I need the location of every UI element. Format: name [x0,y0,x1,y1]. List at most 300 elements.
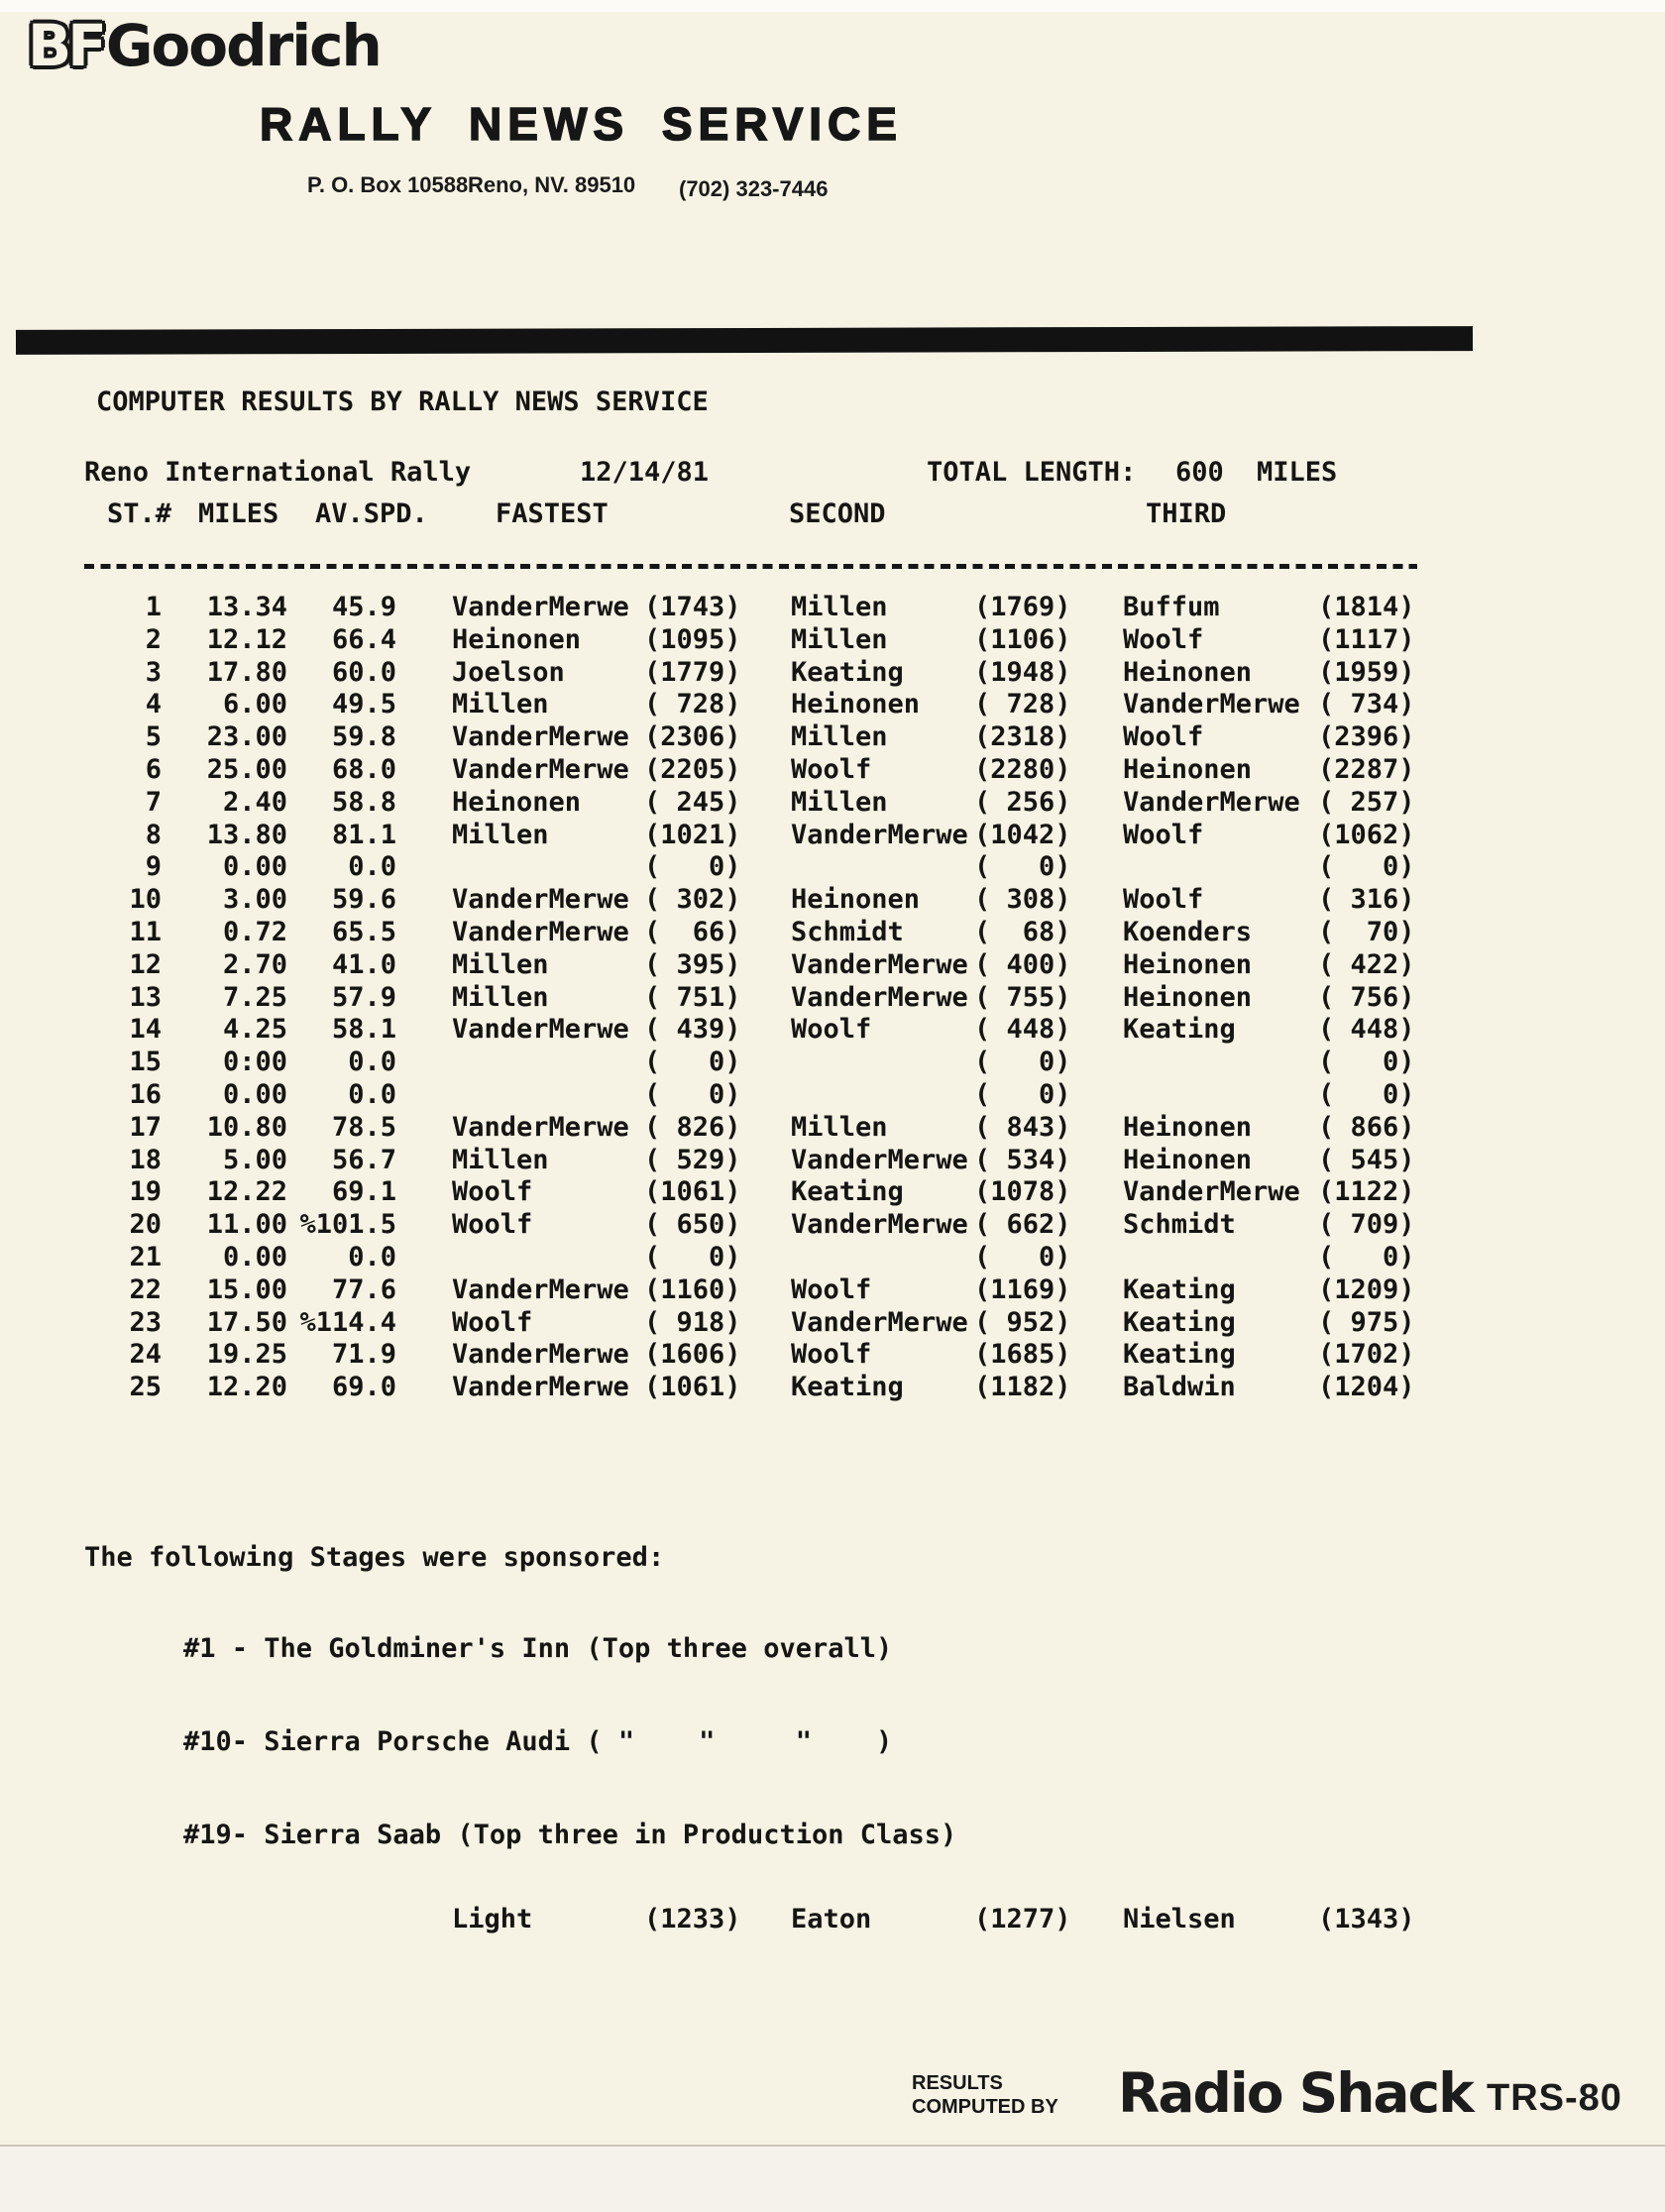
close-paren: ) [724,786,741,818]
time-value: 1685 [990,1339,1055,1371]
fastest-time [644,1273,741,1306]
close-paren: ) [1054,981,1071,1013]
production-time [644,1903,741,1936]
result-row [0,623,1665,656]
close-paren: ) [1054,721,1071,753]
fastest-name: Millen [452,948,549,980]
result-row [0,981,1665,1014]
third-time [1318,1338,1415,1371]
open-paren: ( [644,819,661,850]
open-paren: ( [1318,1047,1335,1078]
time-value: 1062 [1334,819,1399,850]
third-time [1318,688,1415,720]
time-value: 0 [1039,1078,1055,1110]
result-row [0,656,1665,689]
avg-speed: 58.8 [331,786,396,818]
stage-miles: 3.00 [222,884,287,916]
close-paren: ) [1398,689,1415,720]
close-paren: ) [724,851,741,883]
second-time [974,1338,1071,1371]
close-paren: ) [1398,916,1415,947]
time-value: 1042 [990,819,1055,850]
total-length-value: 600 [1175,457,1224,488]
open-paren: ( [974,721,991,753]
result-row [0,688,1665,720]
time-value: 0 [1383,851,1399,883]
stage-number: 13 [129,981,162,1013]
third-name: Keating [1123,1273,1236,1305]
fastest-name: Woolf [452,1209,533,1241]
stage-miles: 12.22 [206,1176,287,1208]
open-paren: ( [644,851,661,883]
second-time [974,1208,1071,1241]
close-paren: ) [1398,753,1415,785]
second-time [974,1013,1071,1046]
third-time [1318,1144,1415,1176]
second-name: VanderMerwe [791,948,968,980]
avg-speed: 45.9 [331,592,396,622]
stage-miles: 13.80 [206,819,287,850]
open-paren: ( [974,916,991,947]
third-name: Keating [1123,1306,1236,1338]
time-value: 975 [1350,1306,1399,1338]
open-paren: ( [644,1209,661,1241]
time-value: 1160 [660,1273,725,1305]
close-paren: ) [1398,1144,1415,1175]
column-header-2: AV.SPD. [315,498,428,529]
divider-bar [16,326,1473,355]
open-paren: ( [974,1372,991,1403]
close-paren: ) [1398,1241,1415,1272]
close-paren: ) [1398,1904,1415,1935]
close-paren: ) [1054,916,1071,947]
stage-number: 24 [129,1339,162,1371]
third-name: Schmidt [1123,1209,1236,1241]
computed-by-label [912,2071,1058,2119]
fastest-time [644,688,741,720]
time-value: 728 [676,689,725,720]
second-time [974,688,1071,720]
close-paren: ) [1054,1176,1071,1208]
second-time [974,1241,1071,1273]
stage-miles: 7.25 [222,981,287,1013]
open-paren: ( [1318,1111,1335,1143]
close-paren: ) [1054,851,1071,883]
result-row [0,1013,1665,1046]
open-paren: ( [644,948,661,980]
open-paren: ( [644,786,661,818]
open-paren: ( [974,1144,991,1175]
second-time [974,981,1071,1014]
third-time [1318,1273,1415,1306]
open-paren: ( [644,1176,661,1208]
close-paren: ) [724,916,741,947]
time-value: 728 [1006,689,1055,720]
stage-miles: 19.25 [206,1339,287,1371]
time-value: 245 [676,786,725,818]
stage-miles: 2.40 [222,786,287,818]
open-paren: ( [1318,1078,1335,1110]
open-paren: ( [1318,1372,1335,1403]
stage-number: 25 [129,1372,162,1403]
close-paren: ) [724,884,741,916]
fastest-time [644,916,741,948]
second-time [974,786,1071,819]
open-paren: ( [1318,981,1335,1013]
result-row [0,1111,1665,1144]
second-time [974,948,1071,981]
stage-number: 4 [145,689,162,720]
second-time [974,1046,1071,1078]
third-time [1318,981,1415,1014]
fastest-name: Heinonen [452,786,582,818]
total-length-label: TOTAL LENGTH: [927,457,1137,488]
fastest-time [644,819,741,851]
fastest-name: Millen [452,1144,549,1175]
close-paren: ) [1398,1372,1415,1403]
open-paren: ( [974,1209,991,1241]
close-paren: ) [1054,592,1071,622]
open-paren: ( [644,1014,661,1046]
time-value: 422 [1350,948,1399,980]
close-paren: ) [724,1273,741,1305]
avg-speed: 69.0 [331,1372,396,1403]
close-paren: ) [1398,851,1415,883]
time-value: 1779 [660,656,725,688]
avg-speed: 59.8 [331,721,396,753]
stage-miles: 2.70 [222,948,287,980]
avg-speed: 0.0 [348,1078,396,1110]
fastest-time [644,1241,741,1273]
open-paren: ( [974,851,991,883]
time-value: 1343 [1334,1904,1399,1935]
time-value: 0 [1039,1047,1055,1078]
time-value: 1078 [990,1176,1055,1208]
close-paren: ) [1054,786,1071,818]
fastest-time [644,981,741,1014]
stage-miles: 0.00 [222,1241,287,1272]
open-paren: ( [1318,1176,1335,1208]
close-paren: ) [1054,1372,1071,1403]
close-paren: ) [1398,721,1415,753]
header-separator [84,564,1417,569]
scan-edge-top [0,0,1665,12]
stage-number: 3 [145,656,162,688]
close-paren: ) [724,1176,741,1208]
time-value: 1743 [660,592,725,622]
time-value: 1702 [1334,1339,1399,1371]
close-paren: ) [724,721,741,753]
time-value: 1606 [660,1339,725,1371]
second-time [974,1078,1071,1111]
third-time [1318,1241,1415,1273]
open-paren: ( [1318,656,1335,688]
time-value: 2306 [660,721,725,753]
third-time [1318,948,1415,981]
fastest-time [644,1338,741,1371]
time-value: 1021 [660,819,725,850]
open-paren: ( [644,1047,661,1078]
open-paren: ( [644,753,661,785]
time-value: 1095 [660,623,725,655]
fastest-time [644,1013,741,1046]
close-paren: ) [1398,592,1415,622]
fastest-name: Joelson [452,656,565,688]
time-value: 1061 [660,1176,725,1208]
stage-number: 23 [129,1306,162,1338]
fastest-name: VanderMerwe [452,1111,629,1143]
close-paren: ) [1398,656,1415,688]
fastest-time [644,656,741,689]
close-paren: ) [724,1241,741,1272]
result-row [0,1273,1665,1306]
open-paren: ( [644,1241,661,1272]
time-value: 866 [1350,1111,1399,1143]
open-paren: ( [974,1339,991,1371]
second-name: Schmidt [791,916,904,947]
open-paren: ( [644,689,661,720]
results-table-header [0,498,1665,531]
time-value: 0 [1383,1078,1399,1110]
open-paren: ( [1318,753,1335,785]
fastest-name: VanderMerwe [452,884,629,916]
result-row [0,591,1665,623]
open-paren: ( [1318,623,1335,655]
third-time [1318,786,1415,819]
production-name: Light [452,1904,533,1935]
avg-speed: 78.5 [331,1111,396,1143]
time-value: 2396 [1334,721,1399,753]
second-time [974,1144,1071,1176]
stage-miles: 0.00 [222,1078,287,1110]
time-value: 448 [1006,1014,1055,1046]
third-name: Woolf [1123,884,1204,916]
open-paren: ( [974,819,991,850]
open-paren: ( [1318,1014,1335,1046]
time-value: 0 [709,1078,725,1110]
close-paren: ) [1054,623,1071,655]
open-paren: ( [974,689,991,720]
fastest-time [644,591,741,623]
open-paren: ( [644,916,661,947]
second-time [974,1273,1071,1306]
result-row [0,786,1665,819]
close-paren: ) [1398,1339,1415,1371]
third-time [1318,753,1415,786]
stage-miles: 6.00 [222,689,287,720]
time-value: 662 [1006,1209,1055,1241]
result-row [0,720,1665,753]
third-name: Heinonen [1123,656,1253,688]
time-value: 1182 [990,1372,1055,1403]
event-date: 12/14/81 [580,457,710,488]
second-time [974,883,1071,916]
fastest-time [644,1046,741,1078]
open-paren: ( [1318,851,1335,883]
time-value: 1209 [1334,1273,1399,1305]
avg-speed: 81.1 [331,819,396,850]
second-name: Millen [791,592,888,622]
time-value: 448 [1350,1014,1399,1046]
open-paren: ( [974,1306,991,1338]
time-value: 952 [1006,1306,1055,1338]
second-time [974,916,1071,948]
open-paren: ( [644,981,661,1013]
close-paren: ) [1054,656,1071,688]
result-row [0,916,1665,948]
fastest-name: VanderMerwe [452,916,629,947]
sponsor-item: #1 - The Goldminer's Inn (Top three overall) [183,1633,893,1664]
open-paren: ( [1318,916,1335,947]
third-name: Woolf [1123,721,1204,753]
close-paren: ) [1398,1111,1415,1143]
result-row [0,850,1665,883]
time-value: 1959 [1334,656,1399,688]
second-name: Millen [791,721,888,753]
fastest-time [644,720,741,753]
close-paren: ) [1398,1014,1415,1046]
close-paren: ) [1054,1339,1071,1371]
stage-number: 5 [145,721,162,753]
close-paren: ) [724,1144,741,1175]
stage-miles: 12.12 [206,623,287,655]
time-value: 1277 [990,1904,1055,1935]
stage-miles: 15.00 [206,1273,287,1305]
open-paren: ( [644,1372,661,1403]
avg-speed: 71.9 [331,1339,396,1371]
close-paren: ) [724,623,741,655]
third-name: Buffum [1123,592,1220,622]
close-paren: ) [1398,1209,1415,1241]
stage-number: 20 [129,1209,162,1241]
close-paren: ) [1054,1904,1071,1935]
fastest-time [644,1306,741,1339]
time-value: 843 [1006,1111,1055,1143]
avg-speed: 56.7 [331,1144,396,1175]
second-name: VanderMerwe [791,1209,968,1241]
time-value: 1106 [990,623,1055,655]
open-paren: ( [644,884,661,916]
avg-speed: 59.6 [331,884,396,916]
close-paren: ) [1054,948,1071,980]
time-value: 66 [692,916,725,947]
time-value: 534 [1006,1144,1055,1175]
open-paren: ( [1318,1904,1335,1935]
open-paren: ( [1318,1306,1335,1338]
third-time [1318,916,1415,948]
sponsor-item: #10- Sierra Porsche Audi ( " " " ) [183,1726,893,1757]
stage-number: 10 [129,884,162,916]
second-time [974,591,1071,623]
second-name: Woolf [791,753,872,785]
second-name: Keating [791,1372,904,1403]
time-value: 751 [676,981,725,1013]
fastest-name: VanderMerwe [452,1273,629,1305]
fastest-time [644,948,741,981]
avg-speed: 0.0 [348,1047,396,1078]
close-paren: ) [1398,948,1415,980]
third-name: Woolf [1123,819,1204,850]
avg-speed: 69.1 [331,1176,396,1208]
close-paren: ) [1054,1306,1071,1338]
total-length-unit: MILES [1257,457,1338,488]
third-time [1318,819,1415,851]
stage-number: 22 [129,1273,162,1305]
second-time [974,623,1071,656]
second-time [974,1306,1071,1339]
third-time [1318,1306,1415,1339]
fastest-name: Woolf [452,1176,533,1208]
open-paren: ( [1318,1144,1335,1175]
close-paren: ) [724,981,741,1013]
time-value: 256 [1006,786,1055,818]
time-value: 400 [1006,948,1055,980]
result-row [0,1144,1665,1176]
second-time [974,753,1071,786]
stage-number: 2 [145,623,162,655]
second-time [974,819,1071,851]
third-time [1318,1371,1415,1403]
stage-number: 8 [145,819,162,850]
third-name: Woolf [1123,623,1204,655]
close-paren: ) [724,1306,741,1338]
close-paren: ) [1054,819,1071,850]
stage-number: 18 [129,1144,162,1175]
third-time [1318,656,1415,689]
close-paren: ) [724,1209,741,1241]
third-name: Heinonen [1123,1144,1253,1175]
second-name: Millen [791,786,888,818]
close-paren: ) [724,1904,741,1935]
result-row [0,819,1665,851]
time-value: 1061 [660,1372,725,1403]
fastest-time [644,1078,741,1111]
stage-number: 14 [129,1014,162,1046]
close-paren: ) [724,1047,741,1078]
open-paren: ( [644,1111,661,1143]
close-paren: ) [1398,1078,1415,1110]
result-row [0,1046,1665,1078]
bfgoodrich-logo-bf: BF [28,12,103,79]
close-paren: ) [724,1111,741,1143]
avg-speed: 57.9 [331,981,396,1013]
open-paren: ( [974,1111,991,1143]
stage-miles: 13.34 [206,592,287,622]
time-value: 439 [676,1014,725,1046]
result-row [0,1208,1665,1241]
time-value: 0 [709,851,725,883]
third-name: Keating [1123,1014,1236,1046]
stage-miles: 5.00 [222,1144,287,1175]
third-time [1318,1046,1415,1078]
close-paren: ) [1398,1176,1415,1208]
open-paren: ( [1318,948,1335,980]
third-name: Heinonen [1123,1111,1253,1143]
open-paren: ( [1318,1209,1335,1241]
computed-by-line2: COMPUTED BY [912,2096,1058,2118]
avg-speed: 68.0 [331,753,396,785]
avg-speed: 58.1 [331,1014,396,1046]
close-paren: ) [1398,786,1415,818]
time-value: 1117 [1334,623,1399,655]
time-value: 1233 [660,1904,725,1935]
time-value: 755 [1006,981,1055,1013]
time-value: 545 [1350,1144,1399,1175]
time-value: 529 [676,1144,725,1175]
avg-speed: %114.4 [299,1306,396,1338]
open-paren: ( [644,1306,661,1338]
stage-number: 17 [129,1111,162,1143]
